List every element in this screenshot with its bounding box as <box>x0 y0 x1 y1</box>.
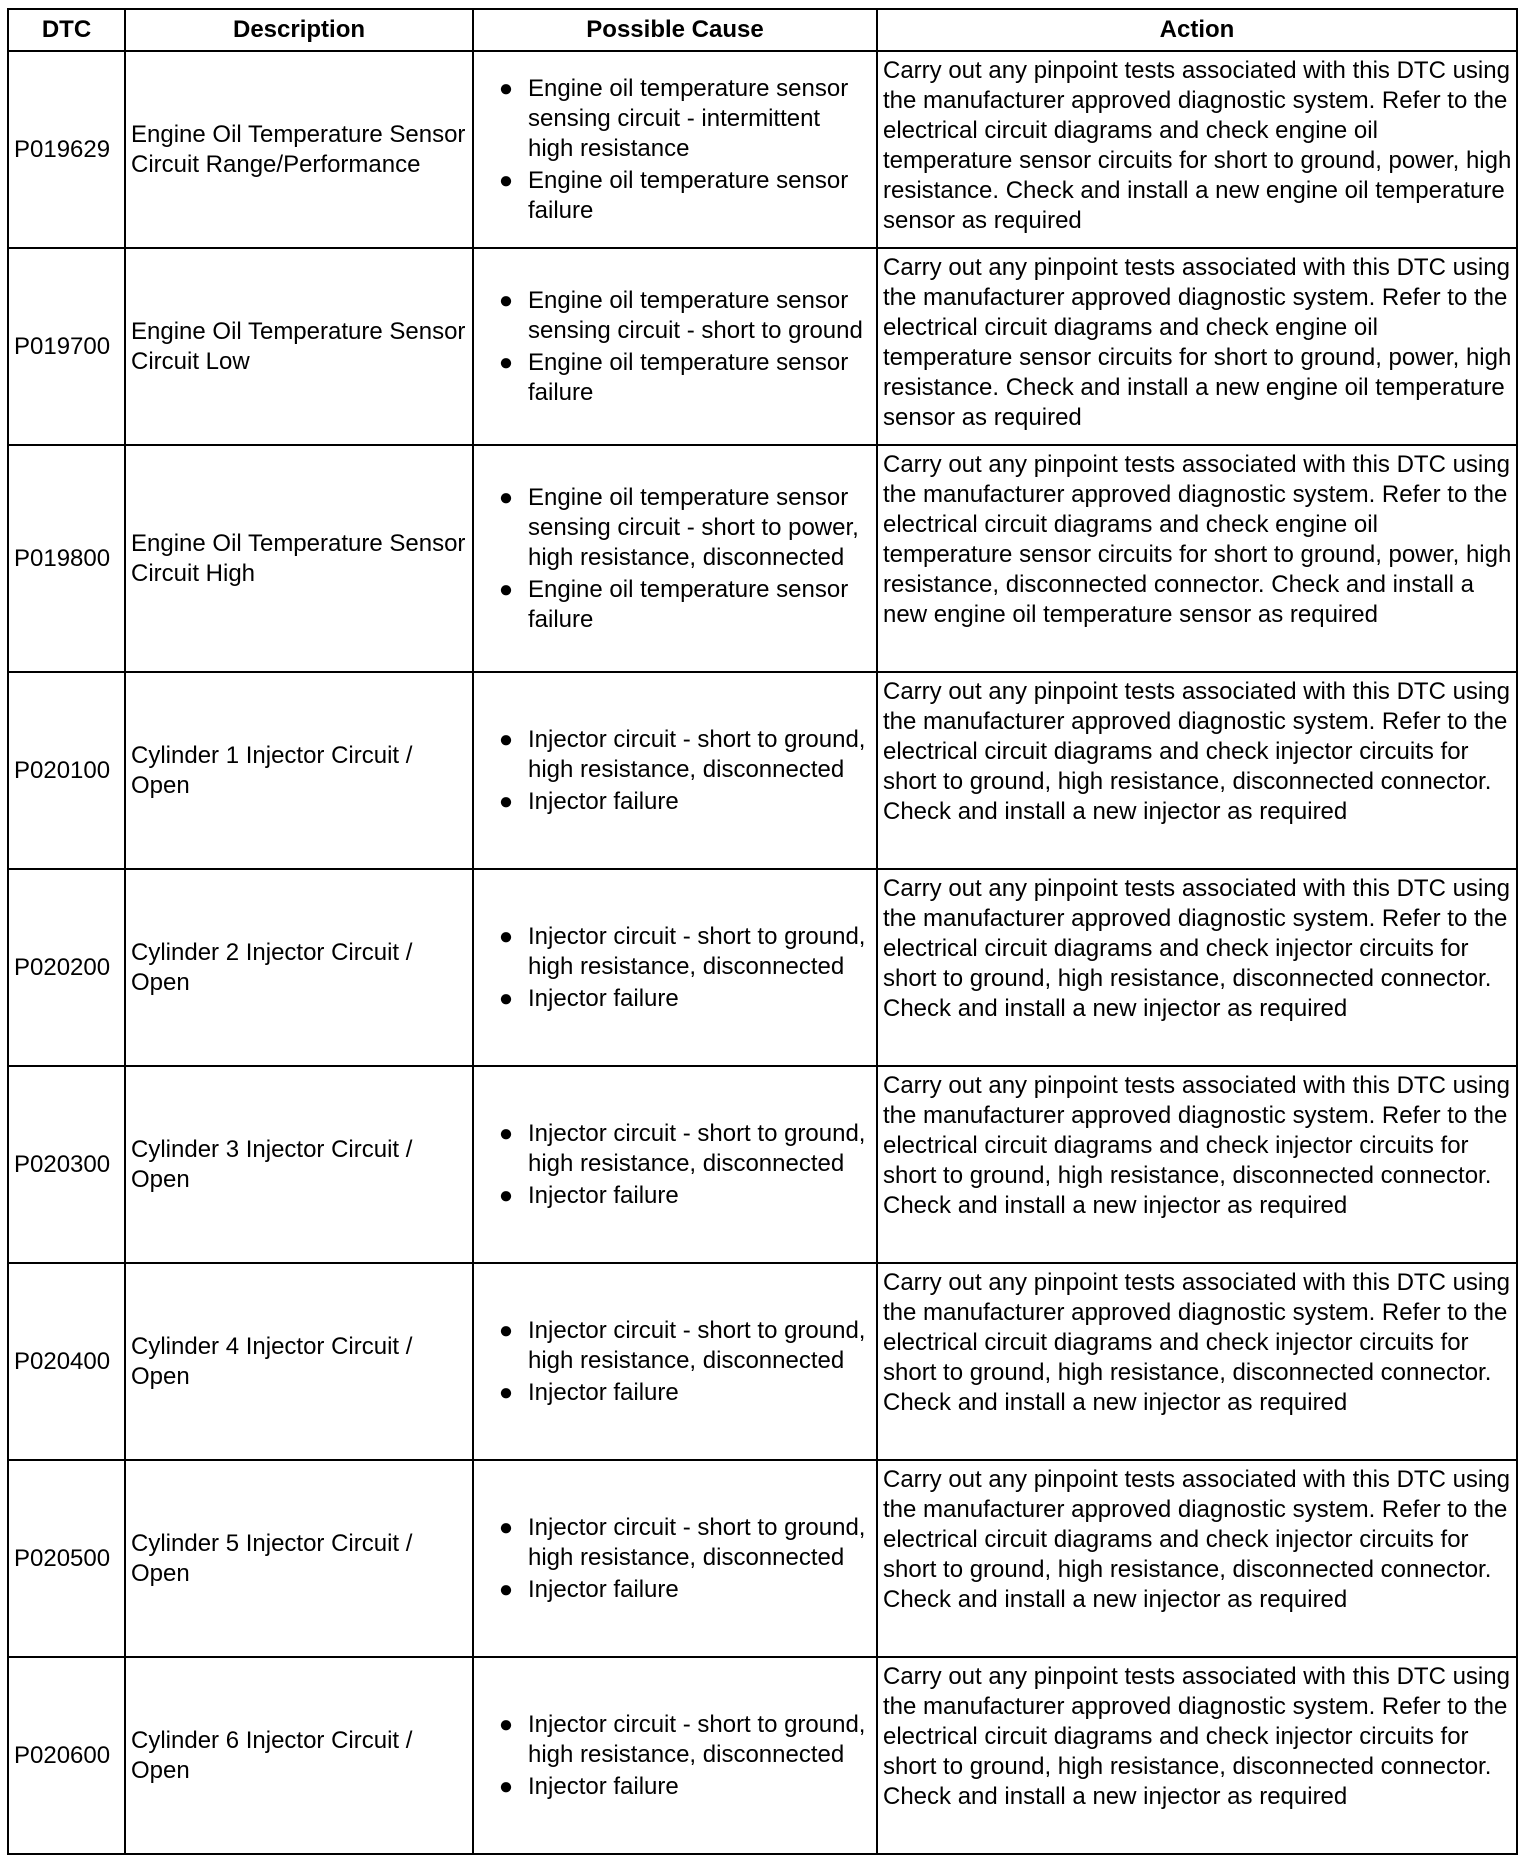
possible-cause-cell <box>473 1657 877 1854</box>
header-dtc: DTC <box>8 9 125 51</box>
possible-cause-text: Injector circuit - short to ground, high resistance, disconnected <box>528 1119 866 1177</box>
possible-cause-item <box>496 286 868 346</box>
bullet-icon: ● <box>498 1316 514 1344</box>
action-text: Carry out any pinpoint tests associated with this DTC using the manufacturer approved diagnostic system. Refer to the electrical circuit diagrams and check engine oil temperature sensor circuits for short to ground, power, high resistance, disconnected connector. Check and install a new engine oil temperature sensor as required <box>877 445 1517 672</box>
bullet-icon: ● <box>498 1181 514 1209</box>
possible-cause-text: Injector failure <box>528 1772 679 1800</box>
bullet-icon: ● <box>498 922 514 950</box>
dtc-code: P020400 <box>8 1263 125 1460</box>
possible-cause-text: Injector circuit - short to ground, high resistance, disconnected <box>528 1316 866 1374</box>
table-row <box>8 1657 1517 1854</box>
possible-cause-cell <box>473 672 877 869</box>
table-row <box>8 869 1517 1066</box>
header-possible-cause: Possible Cause <box>473 9 877 51</box>
bullet-icon: ● <box>498 483 514 511</box>
possible-cause-text: Injector circuit - short to ground, high resistance, disconnected <box>528 1710 866 1768</box>
possible-cause-text: Engine oil temperature sensor failure <box>528 166 849 224</box>
bullet-icon: ● <box>498 1119 514 1147</box>
possible-cause-item <box>496 74 868 164</box>
possible-cause-text: Engine oil temperature sensor sensing circuit - short to ground <box>528 286 863 344</box>
possible-cause-cell <box>473 248 877 445</box>
table-body <box>8 51 1517 1854</box>
possible-cause-item <box>496 166 868 226</box>
bullet-icon: ● <box>498 166 514 194</box>
dtc-code: P019700 <box>8 248 125 445</box>
possible-cause-list <box>496 922 868 1014</box>
bullet-icon: ● <box>498 575 514 603</box>
possible-cause-text: Injector failure <box>528 1378 679 1406</box>
possible-cause-text: Injector failure <box>528 787 679 815</box>
bullet-icon: ● <box>498 74 514 102</box>
action-text: Carry out any pinpoint tests associated with this DTC using the manufacturer approved diagnostic system. Refer to the electrical circuit diagrams and check injector circuits for short to ground, high resistance, disconnected connector. Check and install a new injector as required <box>877 672 1517 869</box>
table-header <box>8 9 1517 51</box>
dtc-table-wrapper <box>7 8 1518 1855</box>
action-text: Carry out any pinpoint tests associated with this DTC using the manufacturer approved diagnostic system. Refer to the electrical circuit diagrams and check injector circuits for short to ground, high resistance, disconnected connector. Check and install a new injector as required <box>877 1263 1517 1460</box>
possible-cause-list <box>496 483 868 635</box>
dtc-code: P020200 <box>8 869 125 1066</box>
possible-cause-cell <box>473 869 877 1066</box>
possible-cause-text: Engine oil temperature sensor failure <box>528 575 849 633</box>
possible-cause-item <box>496 1119 868 1179</box>
action-text: Carry out any pinpoint tests associated with this DTC using the manufacturer approved diagnostic system. Refer to the electrical circuit diagrams and check injector circuits for short to ground, high resistance, disconnected connector. Check and install a new injector as required <box>877 1460 1517 1657</box>
action-text: Carry out any pinpoint tests associated with this DTC using the manufacturer approved diagnostic system. Refer to the electrical circuit diagrams and check injector circuits for short to ground, high resistance, disconnected connector. Check and install a new injector as required <box>877 1066 1517 1263</box>
possible-cause-list <box>496 1710 868 1802</box>
possible-cause-item <box>496 483 868 573</box>
bullet-icon: ● <box>498 1513 514 1541</box>
possible-cause-item <box>496 1772 868 1802</box>
possible-cause-cell <box>473 1460 877 1657</box>
table-row <box>8 1263 1517 1460</box>
table-row <box>8 248 1517 445</box>
dtc-description: Cylinder 3 Injector Circuit / Open <box>125 1066 473 1263</box>
dtc-code: P019800 <box>8 445 125 672</box>
header-row <box>8 9 1517 51</box>
action-text: Carry out any pinpoint tests associated with this DTC using the manufacturer approved diagnostic system. Refer to the electrical circuit diagrams and check injector circuits for short to ground, high resistance, disconnected connector. Check and install a new injector as required <box>877 1657 1517 1854</box>
bullet-icon: ● <box>498 1772 514 1800</box>
table-row <box>8 672 1517 869</box>
possible-cause-item <box>496 1316 868 1376</box>
possible-cause-cell <box>473 51 877 248</box>
possible-cause-item <box>496 984 868 1014</box>
possible-cause-text: Engine oil temperature sensor sensing circuit - intermittent high resistance <box>528 74 849 162</box>
dtc-table <box>7 8 1518 1855</box>
possible-cause-item <box>496 348 868 408</box>
dtc-description: Cylinder 6 Injector Circuit / Open <box>125 1657 473 1854</box>
possible-cause-item <box>496 1378 868 1408</box>
dtc-description: Cylinder 2 Injector Circuit / Open <box>125 869 473 1066</box>
bullet-icon: ● <box>498 348 514 376</box>
possible-cause-item <box>496 1513 868 1573</box>
possible-cause-text: Injector failure <box>528 1181 679 1209</box>
possible-cause-list <box>496 725 868 817</box>
dtc-code: P019629 <box>8 51 125 248</box>
possible-cause-text: Engine oil temperature sensor sensing circuit - short to power, high resistance, disconnected <box>528 483 859 571</box>
possible-cause-cell <box>473 445 877 672</box>
bullet-icon: ● <box>498 1378 514 1406</box>
bullet-icon: ● <box>498 1710 514 1738</box>
action-text: Carry out any pinpoint tests associated with this DTC using the manufacturer approved diagnostic system. Refer to the electrical circuit diagrams and check engine oil temperature sensor circuits for short to ground, power, high resistance. Check and install a new engine oil temperature sensor as required <box>877 51 1517 248</box>
action-text: Carry out any pinpoint tests associated with this DTC using the manufacturer approved diagnostic system. Refer to the electrical circuit diagrams and check engine oil temperature sensor circuits for short to ground, power, high resistance. Check and install a new engine oil temperature sensor as required <box>877 248 1517 445</box>
possible-cause-text: Engine oil temperature sensor failure <box>528 348 849 406</box>
dtc-description: Engine Oil Temperature Sensor Circuit High <box>125 445 473 672</box>
dtc-description: Cylinder 1 Injector Circuit / Open <box>125 672 473 869</box>
possible-cause-item <box>496 922 868 982</box>
possible-cause-item <box>496 575 868 635</box>
possible-cause-text: Injector circuit - short to ground, high resistance, disconnected <box>528 922 866 980</box>
table-row <box>8 1460 1517 1657</box>
possible-cause-item <box>496 725 868 785</box>
bullet-icon: ● <box>498 286 514 314</box>
possible-cause-cell <box>473 1263 877 1460</box>
dtc-description: Cylinder 5 Injector Circuit / Open <box>125 1460 473 1657</box>
dtc-code: P020600 <box>8 1657 125 1854</box>
possible-cause-list <box>496 1316 868 1408</box>
possible-cause-text: Injector failure <box>528 1575 679 1603</box>
possible-cause-list <box>496 1119 868 1211</box>
possible-cause-list <box>496 1513 868 1605</box>
bullet-icon: ● <box>498 984 514 1012</box>
action-text: Carry out any pinpoint tests associated with this DTC using the manufacturer approved diagnostic system. Refer to the electrical circuit diagrams and check injector circuits for short to ground, high resistance, disconnected connector. Check and install a new injector as required <box>877 869 1517 1066</box>
dtc-code: P020300 <box>8 1066 125 1263</box>
possible-cause-text: Injector failure <box>528 984 679 1012</box>
table-row <box>8 445 1517 672</box>
possible-cause-text: Injector circuit - short to ground, high resistance, disconnected <box>528 725 866 783</box>
dtc-description: Engine Oil Temperature Sensor Circuit Low <box>125 248 473 445</box>
header-action: Action <box>877 9 1517 51</box>
possible-cause-item <box>496 1575 868 1605</box>
dtc-description: Cylinder 4 Injector Circuit / Open <box>125 1263 473 1460</box>
dtc-description: Engine Oil Temperature Sensor Circuit Range/Performance <box>125 51 473 248</box>
dtc-code: P020500 <box>8 1460 125 1657</box>
possible-cause-item <box>496 1181 868 1211</box>
header-description: Description <box>125 9 473 51</box>
dtc-code: P020100 <box>8 672 125 869</box>
possible-cause-list <box>496 74 868 226</box>
bullet-icon: ● <box>498 725 514 753</box>
bullet-icon: ● <box>498 787 514 815</box>
table-row <box>8 51 1517 248</box>
possible-cause-cell <box>473 1066 877 1263</box>
possible-cause-item <box>496 787 868 817</box>
possible-cause-item <box>496 1710 868 1770</box>
table-row <box>8 1066 1517 1263</box>
possible-cause-list <box>496 286 868 408</box>
possible-cause-text: Injector circuit - short to ground, high resistance, disconnected <box>528 1513 866 1571</box>
bullet-icon: ● <box>498 1575 514 1603</box>
